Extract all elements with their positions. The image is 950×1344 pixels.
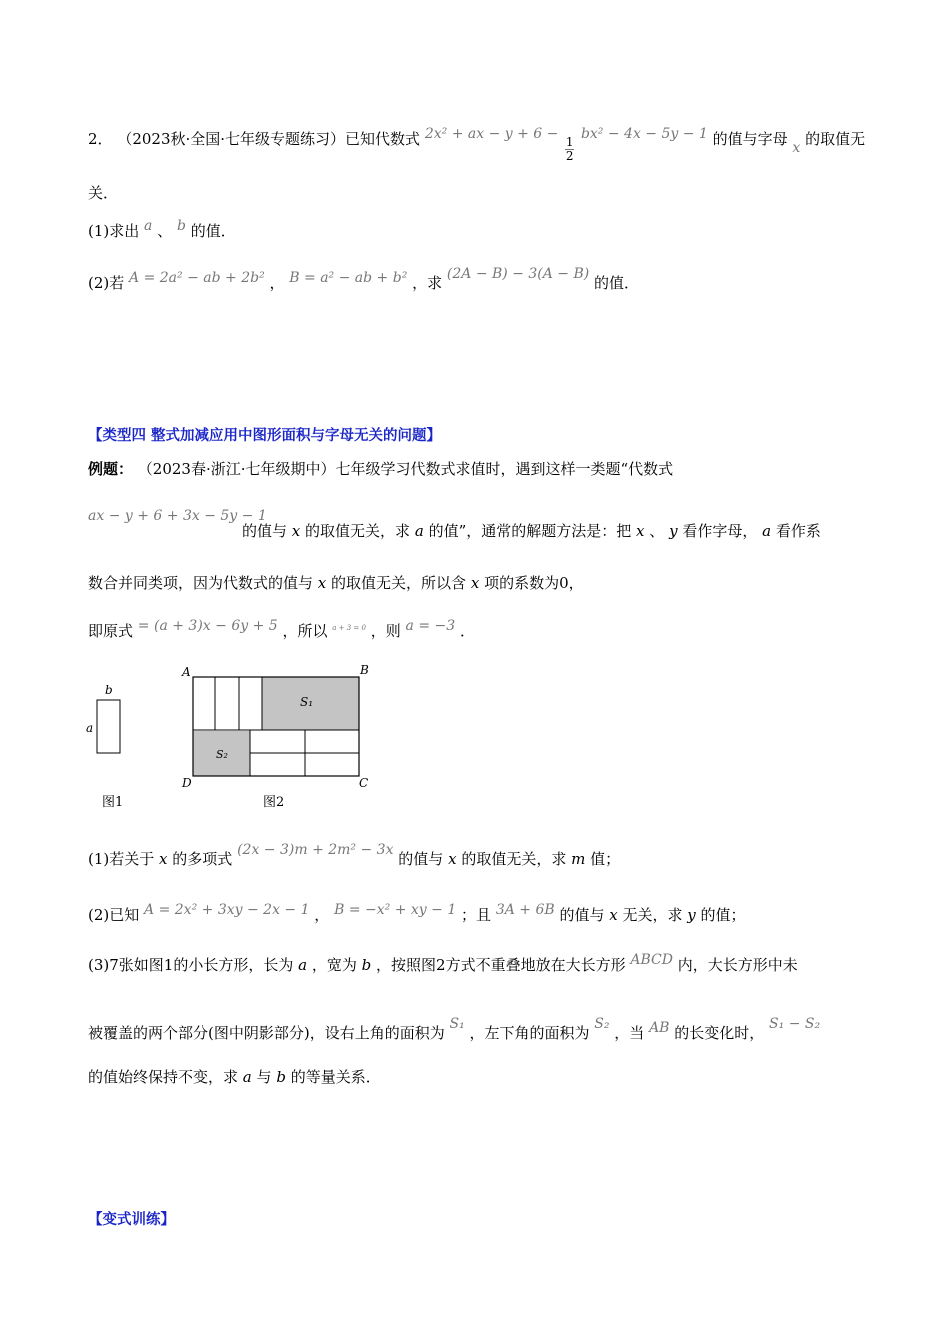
- q3-l3c: 的等量关系．: [290, 1068, 381, 1086]
- q2-p1-b: 的值．: [190, 222, 236, 240]
- q2-part1: [88, 218, 236, 241]
- l4-expr: = (a + 3)x − 6y + 5: [137, 618, 278, 634]
- fig2-label-D: D: [182, 776, 192, 790]
- variant-heading: 【变式训练】: [88, 1212, 175, 1228]
- l4-b: ，所以: [282, 622, 328, 640]
- q3-a: (3)7张如图1的小长方形，长为: [88, 956, 294, 974]
- example-line4: [88, 618, 475, 641]
- fig2-label-C: C: [359, 776, 369, 790]
- fig1-label-b: b: [105, 683, 113, 697]
- q2-line1: [88, 126, 865, 163]
- l3-x: x: [317, 574, 327, 592]
- question3-line2: [88, 1016, 820, 1043]
- q2-p2-A: A = 2a² − ab + 2b²: [129, 270, 265, 286]
- figure1: [86, 683, 123, 810]
- q2-source: （2023秋·全国·七年级专题练习）已知代数式: [117, 130, 421, 148]
- l4-d: ．: [459, 622, 475, 640]
- q2b-y: y: [687, 906, 696, 924]
- q3-c: ，按照图2方式不重叠地放在大长方形: [376, 956, 626, 974]
- q3-l3a: 的值始终保持不变，求: [88, 1068, 239, 1086]
- q2-p2-a: (2)若: [88, 274, 125, 292]
- q3-ab: AB: [649, 1020, 670, 1036]
- type4-heading: 【类型四 整式加减应用中图形面积与字母无关的问题】: [88, 428, 442, 444]
- fig1-rectangle: [97, 700, 120, 753]
- l4-a: 即原式: [88, 622, 134, 640]
- q2-tail2: 的取值无: [805, 130, 866, 148]
- l2-a2: a: [762, 522, 772, 540]
- q1-m: m: [571, 850, 586, 868]
- q2-p2-comma1: ，: [269, 274, 285, 292]
- l2-e: 看作字母，: [682, 522, 758, 540]
- q2-part2: [88, 266, 639, 293]
- q2b-c: 的值与: [559, 906, 605, 924]
- question3-line1: [88, 952, 798, 975]
- q3-l3b: 与: [256, 1068, 272, 1086]
- q2-number: 2．: [88, 130, 113, 148]
- q1-expr: (2x − 3)m + 2m² − 3x: [237, 842, 394, 858]
- q2b-e: 的值；: [700, 906, 746, 924]
- q3-vb: b: [361, 956, 372, 974]
- q3-l2b: ，左下角的面积为: [469, 1024, 590, 1042]
- q2b-b: ；且: [461, 906, 492, 924]
- q2-frac-den: 2: [565, 149, 574, 163]
- q3-s1: S₁: [449, 1016, 465, 1032]
- l2-y: y: [669, 522, 678, 540]
- example-line3: [88, 572, 584, 593]
- q2-p1-sep: 、: [157, 222, 173, 240]
- q2-p1-var-a: a: [144, 218, 153, 234]
- q2-frac-num: 1: [565, 135, 574, 149]
- q2-fraction: [565, 136, 574, 163]
- question3-line3: [88, 1066, 381, 1087]
- q2-cont: 关．: [88, 184, 119, 202]
- question2: [88, 902, 746, 925]
- q1-e: 值；: [590, 850, 621, 868]
- l3-x2: x: [470, 574, 480, 592]
- l2-b: 的取值无关，求: [305, 522, 411, 540]
- l4-cond: a + 3 = 0: [332, 624, 366, 632]
- q2b-a: (2)已知: [88, 906, 140, 924]
- l3-b: 的取值无关，所以含: [331, 574, 467, 592]
- figures: [80, 660, 380, 820]
- q2-p1-a: (1)求出: [88, 222, 140, 240]
- l3-c: 项的系数为0，: [484, 574, 584, 592]
- q3-l2c: ，当: [614, 1024, 645, 1042]
- q2-var-x: x: [792, 140, 801, 156]
- q3-diff: S₁ − S₂: [769, 1016, 821, 1032]
- q2b-expr: 3A + 6B: [495, 902, 555, 918]
- fig2-label-A: A: [182, 665, 191, 679]
- q3-abcd: ABCD: [630, 952, 673, 968]
- q2b-B: B = −x² + xy − 1: [334, 902, 457, 918]
- fig2-caption: 图2: [263, 795, 285, 810]
- q2-expr-part1: 2x² + ax − y + 6 −: [424, 126, 559, 142]
- l2-x2: x: [636, 522, 645, 540]
- l2-d: 、: [649, 522, 665, 540]
- q2-line2: [88, 182, 118, 203]
- q2b-x: x: [609, 906, 618, 924]
- l2-c: 的值”，通常的解题方法是：把: [428, 522, 632, 540]
- q2-p2-expr: (2A − B) − 3(A − B): [446, 266, 590, 282]
- q3-s2: S₂: [594, 1016, 610, 1032]
- q3-l2a: 被覆盖的两个部分(图中阴影部分)，设右上角的面积为: [88, 1024, 445, 1042]
- l3-a: 数合并同类项，因为代数式的值与: [88, 574, 314, 592]
- q2-expr-part2: bx² − 4x − 5y − 1: [580, 126, 708, 142]
- q1-x: x: [159, 850, 168, 868]
- example-expr1: ax − y + 6 + 3x − 5y − 1: [88, 508, 267, 524]
- q3-l3vb: b: [276, 1068, 286, 1086]
- q1-b: 的多项式: [172, 850, 233, 868]
- q1-d: 的取值无关，求: [461, 850, 567, 868]
- fig2-label-S2: S₂: [216, 748, 228, 761]
- example-line1: [88, 458, 673, 479]
- q1-x2: x: [448, 850, 457, 868]
- q2-p1-var-b: b: [176, 218, 186, 234]
- l2-a: 的值与: [242, 522, 288, 540]
- q3-va: a: [298, 956, 308, 974]
- q3-l3va: a: [242, 1068, 252, 1086]
- l2-f: 看作系: [775, 522, 821, 540]
- fig2-label-S1: S₁: [300, 695, 314, 709]
- q2b-d: 无关，求: [622, 906, 683, 924]
- example-expr-line: [88, 506, 267, 524]
- figure2: [181, 663, 369, 810]
- example-label: 例题：: [88, 460, 134, 478]
- l4-res: a = −3: [405, 618, 456, 634]
- l4-c: ，则: [370, 622, 401, 640]
- example-text: （2023春·浙江·七年级期中）七年级学习代数式求值时，遇到这样一类题“代数式: [137, 460, 674, 478]
- q2-tail1: 的值与字母: [712, 130, 788, 148]
- question1: [88, 842, 620, 869]
- q2-p2-B: B = a² − ab + b²: [289, 270, 408, 286]
- fig2-label-B: B: [360, 663, 369, 677]
- q2-p2-comma2: ，求: [412, 274, 443, 292]
- q3-b: ，宽为: [311, 956, 357, 974]
- q2-p2-end: 的值．: [594, 274, 640, 292]
- fig1-caption: 图1: [102, 795, 124, 810]
- q3-l2d: 的长变化时，: [674, 1024, 765, 1042]
- q2b-A: A = 2x² + 3xy − 2x − 1: [144, 902, 310, 918]
- q1-c: 的值与: [398, 850, 444, 868]
- q1-a: (1)若关于: [88, 850, 155, 868]
- example-line2: [242, 520, 821, 541]
- l2-a-var: a: [414, 522, 424, 540]
- fig1-label-a: a: [86, 721, 94, 735]
- q2b-comma: ，: [314, 906, 330, 924]
- l2-x1: x: [291, 522, 301, 540]
- q3-d: 内，大长方形中未: [677, 956, 798, 974]
